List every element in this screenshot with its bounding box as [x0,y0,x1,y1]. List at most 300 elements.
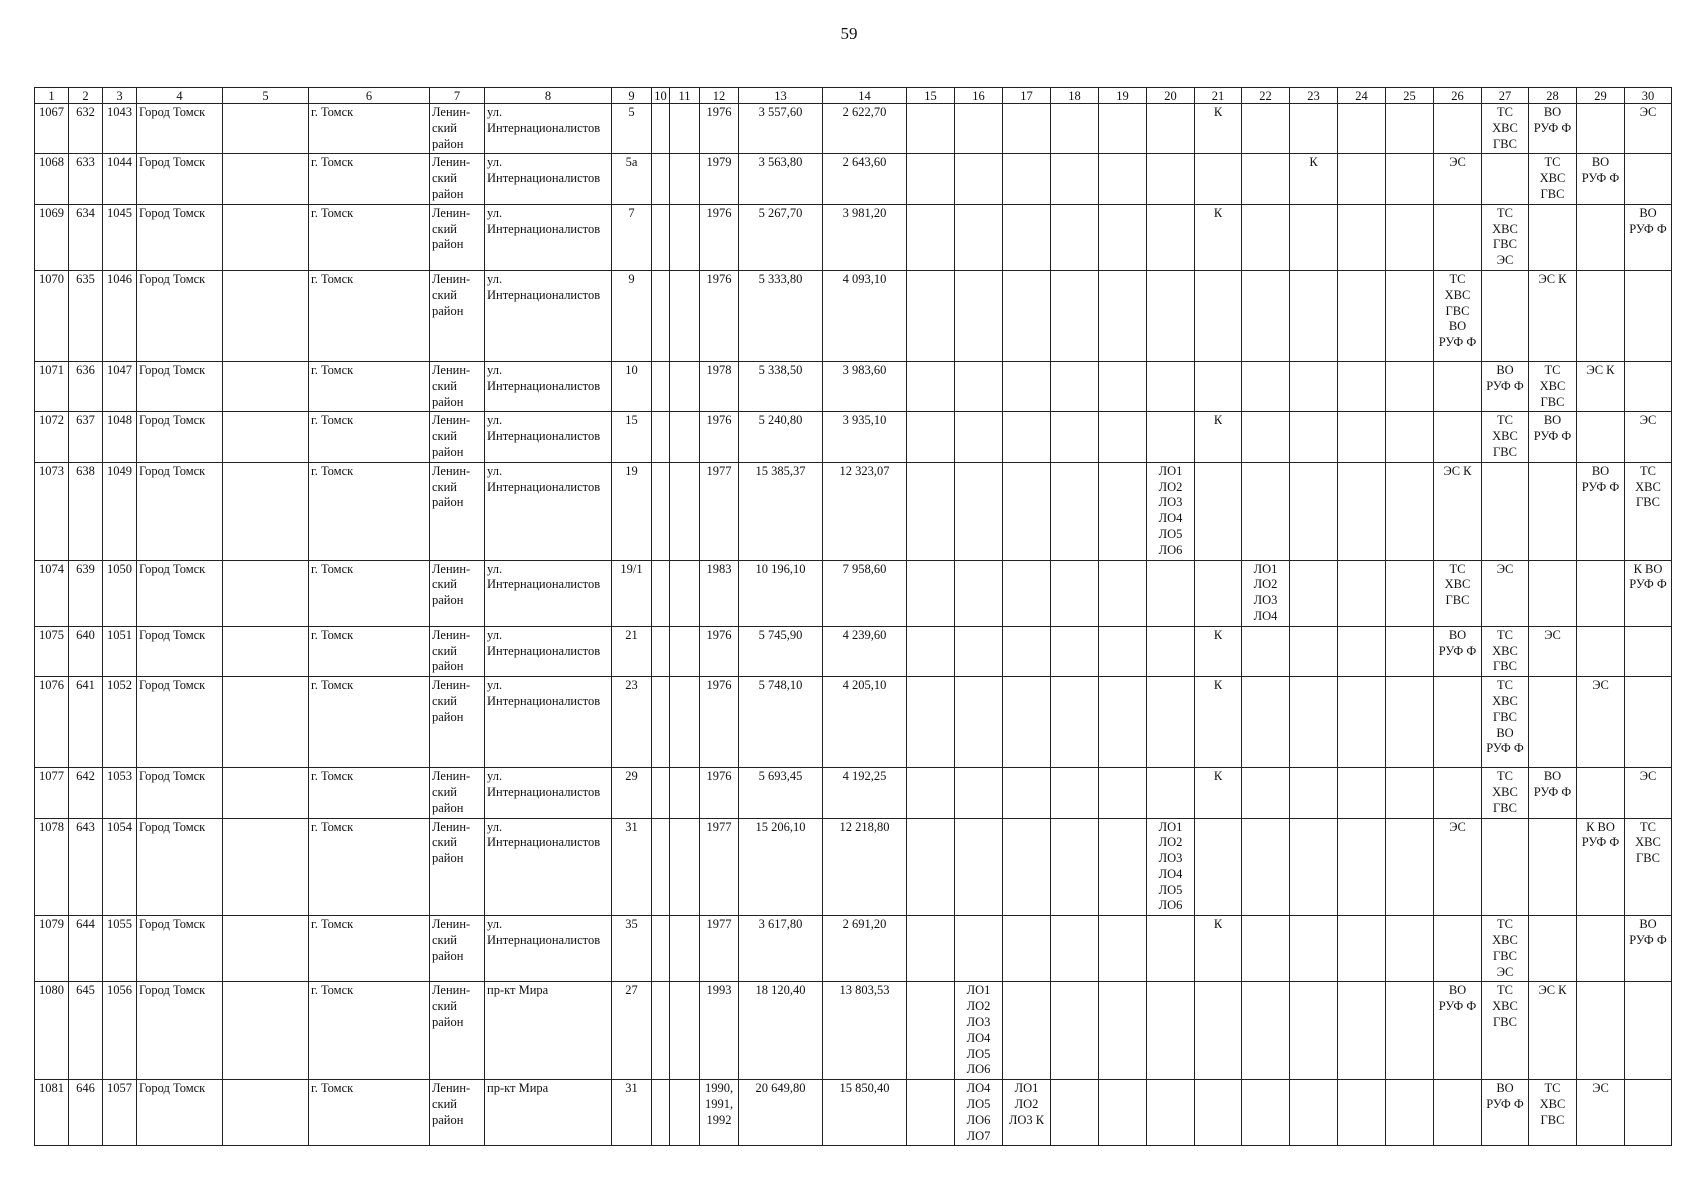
cell-col-8: ул. Интернационалистов [485,818,612,916]
table-row [35,982,1672,1080]
column-header-7: 7 [430,88,485,104]
cell-col-18 [1051,916,1099,982]
column-header-10: 10 [652,88,670,104]
cell-col-26: ВО РУФ Ф [1434,626,1482,676]
cell-col-26: ВО РУФ Ф [1434,982,1482,1080]
cell-col-2: 634 [69,204,103,270]
cell-col-1: 1080 [35,982,69,1080]
cell-col-28: ТС ХВС ГВС [1529,154,1577,204]
cell-col-7: Ленин- ский район [430,626,485,676]
cell-col-24 [1338,270,1386,361]
cell-col-25 [1386,916,1434,982]
cell-col-26 [1434,361,1482,411]
cell-col-21 [1195,361,1242,411]
cell-col-29 [1577,204,1625,270]
cell-col-13: 10 196,10 [739,560,823,626]
cell-col-7: Ленин- ский район [430,412,485,462]
cell-col-11 [670,677,700,768]
cell-col-5 [223,154,309,204]
cell-col-18 [1051,412,1099,462]
cell-col-28: ТС ХВС ГВС [1529,1080,1577,1146]
cell-col-30 [1625,270,1672,361]
cell-col-3: 1047 [103,361,137,411]
cell-col-6: г. Томск [309,204,430,270]
cell-col-13: 20 649,80 [739,1080,823,1146]
cell-col-10 [652,104,670,154]
cell-col-27 [1482,154,1529,204]
cell-col-13: 15 385,37 [739,462,823,560]
cell-col-13: 3 563,80 [739,154,823,204]
column-header-3: 3 [103,88,137,104]
cell-col-30: ТС ХВС ГВС [1625,818,1672,916]
cell-col-7: Ленин- ский район [430,104,485,154]
cell-col-6: г. Томск [309,361,430,411]
cell-col-29: ВО РУФ Ф [1577,154,1625,204]
cell-col-27 [1482,818,1529,916]
cell-col-17 [1003,462,1051,560]
cell-col-17 [1003,677,1051,768]
cell-col-9: 27 [612,982,652,1080]
cell-col-4: Город Томск [137,677,223,768]
cell-col-2: 636 [69,361,103,411]
cell-col-24 [1338,916,1386,982]
cell-col-23 [1290,1080,1338,1146]
cell-col-28 [1529,560,1577,626]
cell-col-8: ул. Интернационалистов [485,626,612,676]
cell-col-8: пр-кт Мира [485,982,612,1080]
cell-col-15 [907,462,955,560]
cell-col-3: 1054 [103,818,137,916]
cell-col-21: К [1195,768,1242,818]
cell-col-23 [1290,204,1338,270]
cell-col-17 [1003,982,1051,1080]
cell-col-20: ЛО1 ЛО2 ЛО3 ЛО4 ЛО5 ЛО6 [1147,818,1195,916]
cell-col-2: 644 [69,916,103,982]
column-header-23: 23 [1290,88,1338,104]
cell-col-22 [1242,1080,1290,1146]
column-header-8: 8 [485,88,612,104]
column-header-19: 19 [1099,88,1147,104]
cell-col-3: 1052 [103,677,137,768]
cell-col-11 [670,768,700,818]
cell-col-12: 1978 [700,361,739,411]
cell-col-13: 5 745,90 [739,626,823,676]
column-header-27: 27 [1482,88,1529,104]
cell-col-21 [1195,818,1242,916]
cell-col-4: Город Томск [137,154,223,204]
cell-col-26: ЭС [1434,154,1482,204]
cell-col-10 [652,462,670,560]
column-header-6: 6 [309,88,430,104]
cell-col-22 [1242,982,1290,1080]
column-header-28: 28 [1529,88,1577,104]
cell-col-3: 1051 [103,626,137,676]
cell-col-20 [1147,270,1195,361]
cell-col-18 [1051,154,1099,204]
cell-col-3: 1053 [103,768,137,818]
cell-col-21: К [1195,104,1242,154]
cell-col-4: Город Томск [137,412,223,462]
cell-col-16 [955,818,1003,916]
cell-col-2: 645 [69,982,103,1080]
cell-col-13: 15 206,10 [739,818,823,916]
table-row [35,104,1672,154]
cell-col-12: 1976 [700,270,739,361]
cell-col-21 [1195,270,1242,361]
cell-col-3: 1050 [103,560,137,626]
cell-col-8: ул. Интернационалистов [485,361,612,411]
cell-col-3: 1046 [103,270,137,361]
cell-col-4: Город Томск [137,768,223,818]
cell-col-16: ЛО4 ЛО5 ЛО6 ЛО7 [955,1080,1003,1146]
cell-col-9: 35 [612,916,652,982]
cell-col-19 [1099,768,1147,818]
cell-col-20 [1147,560,1195,626]
column-header-20: 20 [1147,88,1195,104]
cell-col-4: Город Томск [137,204,223,270]
cell-col-21: К [1195,626,1242,676]
cell-col-30 [1625,982,1672,1080]
cell-col-11 [670,104,700,154]
cell-col-24 [1338,462,1386,560]
cell-col-13: 3 617,80 [739,916,823,982]
cell-col-6: г. Томск [309,768,430,818]
cell-col-26: ЭС К [1434,462,1482,560]
column-header-29: 29 [1577,88,1625,104]
cell-col-9: 31 [612,1080,652,1146]
cell-col-18 [1051,1080,1099,1146]
cell-col-7: Ленин- ский район [430,982,485,1080]
cell-col-12: 1977 [700,462,739,560]
cell-col-23 [1290,560,1338,626]
cell-col-17 [1003,560,1051,626]
cell-col-21: К [1195,677,1242,768]
cell-col-13: 3 557,60 [739,104,823,154]
cell-col-24 [1338,104,1386,154]
cell-col-6: г. Томск [309,916,430,982]
cell-col-29: ЭС К [1577,361,1625,411]
cell-col-18 [1051,768,1099,818]
cell-col-18 [1051,677,1099,768]
cell-col-30: ТС ХВС ГВС [1625,462,1672,560]
cell-col-15 [907,154,955,204]
cell-col-30: ВО РУФ Ф [1625,204,1672,270]
cell-col-17 [1003,361,1051,411]
cell-col-2: 642 [69,768,103,818]
cell-col-30 [1625,1080,1672,1146]
cell-col-26: ЭС [1434,818,1482,916]
cell-col-30 [1625,154,1672,204]
cell-col-25 [1386,270,1434,361]
cell-col-26 [1434,768,1482,818]
column-header-16: 16 [955,88,1003,104]
table-row [35,462,1672,560]
cell-col-9: 10 [612,361,652,411]
cell-col-22 [1242,462,1290,560]
cell-col-21: К [1195,412,1242,462]
cell-col-10 [652,412,670,462]
cell-col-25 [1386,104,1434,154]
cell-col-7: Ленин- ский район [430,462,485,560]
cell-col-14: 4 239,60 [823,626,907,676]
cell-col-21 [1195,982,1242,1080]
cell-col-28: ВО РУФ Ф [1529,768,1577,818]
cell-col-7: Ленин- ский район [430,204,485,270]
cell-col-28 [1529,677,1577,768]
cell-col-3: 1049 [103,462,137,560]
cell-col-21 [1195,154,1242,204]
cell-col-12: 1976 [700,768,739,818]
column-header-1: 1 [35,88,69,104]
cell-col-11 [670,916,700,982]
table-row [35,1080,1672,1146]
cell-col-11 [670,818,700,916]
cell-col-23 [1290,361,1338,411]
cell-col-11 [670,462,700,560]
cell-col-5 [223,204,309,270]
cell-col-5 [223,361,309,411]
table-body [35,104,1672,1146]
cell-col-7: Ленин- ский район [430,560,485,626]
cell-col-6: г. Томск [309,982,430,1080]
cell-col-19 [1099,462,1147,560]
cell-col-12: 1976 [700,626,739,676]
cell-col-13: 5 338,50 [739,361,823,411]
cell-col-28 [1529,818,1577,916]
cell-col-23 [1290,916,1338,982]
page-number: 59 [840,24,858,43]
cell-col-18 [1051,560,1099,626]
cell-col-15 [907,204,955,270]
cell-col-10 [652,204,670,270]
cell-col-7: Ленин- ский район [430,818,485,916]
cell-col-11 [670,270,700,361]
cell-col-9: 9 [612,270,652,361]
cell-col-5 [223,270,309,361]
cell-col-16 [955,104,1003,154]
cell-col-19 [1099,154,1147,204]
cell-col-16: ЛО1 ЛО2 ЛО3 ЛО4 ЛО5 ЛО6 [955,982,1003,1080]
cell-col-10 [652,560,670,626]
cell-col-24 [1338,204,1386,270]
cell-col-19 [1099,1080,1147,1146]
cell-col-14: 15 850,40 [823,1080,907,1146]
cell-col-5 [223,916,309,982]
cell-col-18 [1051,361,1099,411]
cell-col-12: 1977 [700,916,739,982]
cell-col-14: 3 983,60 [823,361,907,411]
cell-col-16 [955,154,1003,204]
cell-col-10 [652,270,670,361]
cell-col-22: ЛО1 ЛО2 ЛО3 ЛО4 [1242,560,1290,626]
cell-col-24 [1338,982,1386,1080]
cell-col-16 [955,462,1003,560]
cell-col-12: 1993 [700,982,739,1080]
cell-col-22 [1242,154,1290,204]
cell-col-10 [652,626,670,676]
column-header-2: 2 [69,88,103,104]
cell-col-15 [907,560,955,626]
header-row [35,88,1672,104]
cell-col-4: Город Томск [137,104,223,154]
cell-col-16 [955,204,1003,270]
cell-col-30 [1625,361,1672,411]
cell-col-10 [652,1080,670,1146]
cell-col-28 [1529,204,1577,270]
cell-col-6: г. Томск [309,1080,430,1146]
cell-col-11 [670,154,700,204]
cell-col-27 [1482,462,1529,560]
table-row [35,626,1672,676]
cell-col-14: 2 622,70 [823,104,907,154]
cell-col-30: К ВО РУФ Ф [1625,560,1672,626]
cell-col-22 [1242,916,1290,982]
column-header-21: 21 [1195,88,1242,104]
cell-col-30 [1625,677,1672,768]
cell-col-8: ул. Интернационалистов [485,204,612,270]
cell-col-5 [223,818,309,916]
cell-col-10 [652,154,670,204]
cell-col-1: 1068 [35,154,69,204]
cell-col-22 [1242,204,1290,270]
cell-col-7: Ленин- ский район [430,677,485,768]
cell-col-30: ЭС [1625,412,1672,462]
cell-col-4: Город Томск [137,462,223,560]
cell-col-20 [1147,768,1195,818]
cell-col-1: 1067 [35,104,69,154]
cell-col-26 [1434,1080,1482,1146]
cell-col-11 [670,204,700,270]
table-row [35,204,1672,270]
cell-col-18 [1051,462,1099,560]
cell-col-24 [1338,154,1386,204]
cell-col-13: 18 120,40 [739,982,823,1080]
cell-col-22 [1242,104,1290,154]
cell-col-19 [1099,818,1147,916]
cell-col-16 [955,412,1003,462]
cell-col-21: К [1195,916,1242,982]
cell-col-23 [1290,412,1338,462]
cell-col-10 [652,768,670,818]
cell-col-7: Ленин- ский район [430,916,485,982]
cell-col-21: К [1195,204,1242,270]
cell-col-5 [223,1080,309,1146]
cell-col-17 [1003,204,1051,270]
cell-col-28 [1529,462,1577,560]
column-header-4: 4 [137,88,223,104]
cell-col-14: 13 803,53 [823,982,907,1080]
cell-col-6: г. Томск [309,154,430,204]
cell-col-18 [1051,270,1099,361]
cell-col-28: ЭС К [1529,982,1577,1080]
cell-col-19 [1099,361,1147,411]
cell-col-25 [1386,560,1434,626]
cell-col-2: 641 [69,677,103,768]
cell-col-14: 12 323,07 [823,462,907,560]
column-header-17: 17 [1003,88,1051,104]
cell-col-8: ул. Интернационалистов [485,462,612,560]
cell-col-21 [1195,560,1242,626]
cell-col-19 [1099,412,1147,462]
cell-col-18 [1051,982,1099,1080]
cell-col-1: 1072 [35,412,69,462]
cell-col-6: г. Томск [309,270,430,361]
cell-col-18 [1051,626,1099,676]
column-header-25: 25 [1386,88,1434,104]
cell-col-10 [652,677,670,768]
cell-col-10 [652,982,670,1080]
cell-col-15 [907,104,955,154]
column-header-11: 11 [670,88,700,104]
cell-col-1: 1069 [35,204,69,270]
cell-col-11 [670,412,700,462]
cell-col-9: 5а [612,154,652,204]
cell-col-29 [1577,104,1625,154]
cell-col-6: г. Томск [309,560,430,626]
cell-col-7: Ленин- ский район [430,768,485,818]
register-table [34,87,1672,1146]
cell-col-19 [1099,270,1147,361]
cell-col-14: 4 205,10 [823,677,907,768]
cell-col-27: ТС ХВС ГВС [1482,768,1529,818]
cell-col-1: 1071 [35,361,69,411]
cell-col-29 [1577,270,1625,361]
cell-col-20 [1147,982,1195,1080]
cell-col-5 [223,560,309,626]
cell-col-12: 1990, 1991, 1992 [700,1080,739,1146]
cell-col-19 [1099,982,1147,1080]
cell-col-8: ул. Интернационалистов [485,104,612,154]
cell-col-8: ул. Интернационалистов [485,916,612,982]
cell-col-29 [1577,982,1625,1080]
table-row [35,361,1672,411]
cell-col-7: Ленин- ский район [430,1080,485,1146]
cell-col-29: ЭС [1577,677,1625,768]
column-header-24: 24 [1338,88,1386,104]
cell-col-22 [1242,412,1290,462]
cell-col-23 [1290,982,1338,1080]
cell-col-17 [1003,768,1051,818]
cell-col-26 [1434,677,1482,768]
cell-col-29 [1577,560,1625,626]
cell-col-25 [1386,768,1434,818]
cell-col-15 [907,916,955,982]
cell-col-27 [1482,270,1529,361]
cell-col-2: 635 [69,270,103,361]
cell-col-24 [1338,768,1386,818]
cell-col-12: 1977 [700,818,739,916]
cell-col-3: 1056 [103,982,137,1080]
table-row [35,154,1672,204]
cell-col-17 [1003,818,1051,916]
cell-col-3: 1048 [103,412,137,462]
cell-col-29 [1577,916,1625,982]
cell-col-23 [1290,462,1338,560]
cell-col-16 [955,768,1003,818]
cell-col-25 [1386,462,1434,560]
cell-col-20 [1147,204,1195,270]
cell-col-19 [1099,104,1147,154]
cell-col-21 [1195,462,1242,560]
cell-col-12: 1976 [700,412,739,462]
cell-col-16 [955,916,1003,982]
cell-col-7: Ленин- ский район [430,361,485,411]
cell-col-23 [1290,626,1338,676]
cell-col-25 [1386,412,1434,462]
cell-col-24 [1338,1080,1386,1146]
cell-col-7: Ленин- ский район [430,154,485,204]
cell-col-13: 5 333,80 [739,270,823,361]
